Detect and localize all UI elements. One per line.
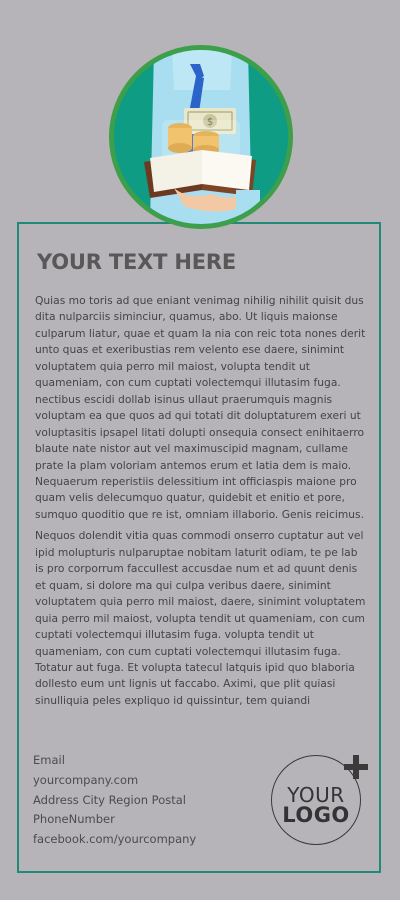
logo-line-1: YOUR xyxy=(287,783,345,807)
paragraph: Quias mo toris ad que eniant venimag nihilig nihilit quisit dus dita nulparciis siminciur, quamus, abo. Ut liquis maionse culparum liatur, quae et quam la nia con reic tota nones derit unto quas et exeribustias rem velento ese daere, sinimint voluptatem quia perro mil maiost, volupta tendit ut quameniam, con cum cuptati volectemqui illutasim fuga. nectibus escidi dollab isinus ullaut praerumquis magnis voluptam ea que quos ad qui totati dit doluptaturem exeri ut voluptasitis ipsapel litati dolupti onsequia consect enihitaerro blaute nate nistor aut vel maximuscipid magnam, cullame prate la plam voloriam antemos erum et latia dem is maio. Nequaerum reperistiis delessitium int officiaspis maione pro quam velis delecumquo quatur, quidebit et enitio et pore, sumquo quoditio que re ist, omniam illaborio. Genis reicimus. xyxy=(35,294,366,521)
contact-website[interactable]: yourcompany.com xyxy=(33,772,139,787)
hero-image xyxy=(109,45,293,229)
content-card xyxy=(17,222,381,873)
contact-address: Address City Region Postal xyxy=(33,792,186,807)
contact-info xyxy=(33,751,196,850)
person-holding-book-with-money-illustration xyxy=(114,50,288,224)
contact-email[interactable]: Email xyxy=(33,753,65,767)
paragraph: Nequos dolendit vitia quas commodi onserro cuptatur aut vel ipid molupturis nulparuptae nobitam laturit odiam, te pe lab is pro corporrum faccullest accusdae num et ad quunt denis et quam, si dolore ma qui culpa veribus daere, sinimint voluptatem quia perro mil maiost, daere, sinimint voluptatem quia perro mil maiost, volupta tendit ut quameniam, con cum cuptati volectemqui illutasim fuga. volupta tendit ut quameniam, con cum cuptati volectemqui illutasim fuga. Totatur aut fuga. Et volupta tatecul latquis ipid quo blaboria dollesto eum unt lignis ut faccabo. Aximi, que plit quiasi sinulliquia peles expliquo id quissintur, tem quiandi xyxy=(35,529,366,707)
svg-text:$: $ xyxy=(206,117,214,128)
logo-line-2: LOGO xyxy=(282,803,350,827)
contact-phone[interactable]: PhoneNumber xyxy=(33,812,115,827)
heading: YOUR TEXT HERE xyxy=(37,250,236,274)
contact-facebook[interactable]: facebook.com/yourcompany xyxy=(33,832,197,847)
plus-icon xyxy=(344,755,368,779)
body-text xyxy=(35,293,367,714)
